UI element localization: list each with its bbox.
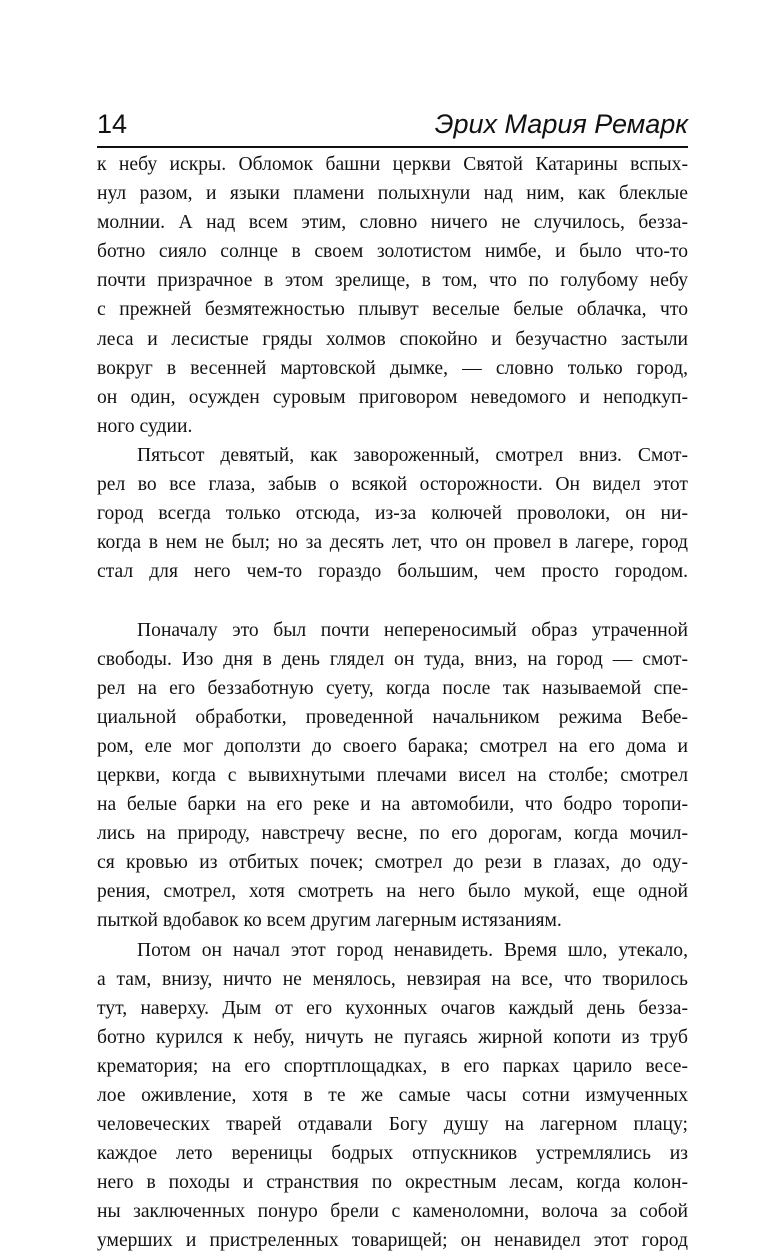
text-line: циальной обработки, проведенной начальником режима Вебе- — [97, 706, 688, 728]
text-line: лись на природу, навстречу весне, по его дорогам, когда мочил- — [97, 823, 688, 845]
text-line: церкви, когда с вывихнутыми плечами висел на столбе; смотрел — [97, 764, 688, 786]
text-line: с прежней безмятежностью плывут веселые белые облачка, что — [97, 299, 688, 321]
text-line: Потом он начал этот город ненавидеть. Время шло, утекало, — [137, 939, 688, 961]
text-line: крематория; на его спортплощадках, в его парках царило весе- — [97, 1055, 688, 1077]
paragraph — [97, 936, 688, 1256]
text-line: тут, наверху. Дым от его кухонных очагов каждый день безза- — [97, 997, 688, 1019]
text-line: почти призрачное в этом зрелище, в том, что по голубому небу — [97, 270, 688, 292]
text-line: к небу искры. Обломок башни церкви Святой Катарины вспых- — [97, 154, 688, 175]
running-title: Эрих Мария Ремарк — [434, 109, 688, 139]
text-line: ного судии. — [97, 415, 193, 437]
text-line: Поначалу это был почти непереносимый образ утраченной — [137, 619, 688, 641]
text-line: город всегда только отсюда, из-за колючей проволоки, он ни- — [97, 503, 688, 525]
text-line: стал для него чем-то гораздо большим, чем просто городом. — [97, 561, 688, 583]
text-line: свободы. Изо дня в день глядел он туда, вниз, на город — смот- — [97, 648, 688, 670]
text-line: рел на его беззаботную суету, когда после так называемой спе- — [97, 677, 688, 699]
text-line: ром, еле мог доползти до своего барака; смотрел на его дома и — [97, 735, 688, 757]
text-line: молнии. А над всем этим, словно ничего не случилось, безза- — [97, 212, 688, 234]
text-line: лое оживление, хотя в те же самые часы сотни измученных — [97, 1085, 688, 1106]
text-line: ботно сияло солнце в своем золотистом нимбе, и было что-то — [97, 241, 688, 263]
text-line: вокруг в весенней мартовской дымке, — словно только город, — [97, 357, 688, 379]
text-line: ботно курился к небу, ничуть не пугаясь жирной копоти из труб — [97, 1026, 688, 1048]
text-line: на белые барки на его реке и на автомобили, что бодро торопи- — [97, 794, 688, 816]
body-text — [97, 150, 688, 1256]
text-line: человеческих тварей отдавали Богу душу на лагерном плацу; — [97, 1114, 688, 1136]
page-number: 14 — [97, 109, 128, 139]
text-line: рел во все глаза, забыв о всякой осторожности. Он видел этот — [97, 474, 688, 496]
text-line: каждое лето вереницы бодрых отпускников устремлялись из — [97, 1143, 688, 1165]
text-line: пыткой вдобавок ко всем другим лагерным истязаниям. — [97, 910, 562, 932]
text-line: Пятьсот девятый, как завороженный, смотрел вниз. Смот- — [137, 444, 688, 466]
text-line: а там, внизу, ничто не менялось, невзирая на все, что творилось — [97, 968, 688, 990]
paragraph — [97, 616, 688, 936]
text-line: умерших и пристреленных товарищей; он ненавидел этот город — [97, 1230, 688, 1252]
text-line: леса и лесистые гряды холмов спокойно и безучастно застыли — [97, 328, 688, 350]
section-gap — [97, 586, 688, 615]
text-line: ны заключенных понуро брели с каменоломни, волоча за собой — [97, 1201, 688, 1223]
text-line: ся кровью из отбитых почек; смотрел до рези в глазах, до оду- — [97, 852, 688, 874]
text-line: нул разом, и языки пламени полыхнули над ним, как блеклые — [97, 183, 688, 205]
page-header — [97, 106, 688, 148]
text-line: он один, осужден суровым приговором неведомого и неподкуп- — [97, 386, 688, 408]
text-line: рения, смотрел, хотя смотреть на него было мукой, еще одной — [97, 881, 688, 903]
text-line: когда в нем не был; но за десять лет, что он провел в лагере, город — [97, 532, 688, 554]
text-line: него в походы и странствия по окрестным лесам, когда колон- — [97, 1172, 688, 1194]
paragraph — [97, 441, 688, 586]
paragraph — [97, 150, 688, 441]
